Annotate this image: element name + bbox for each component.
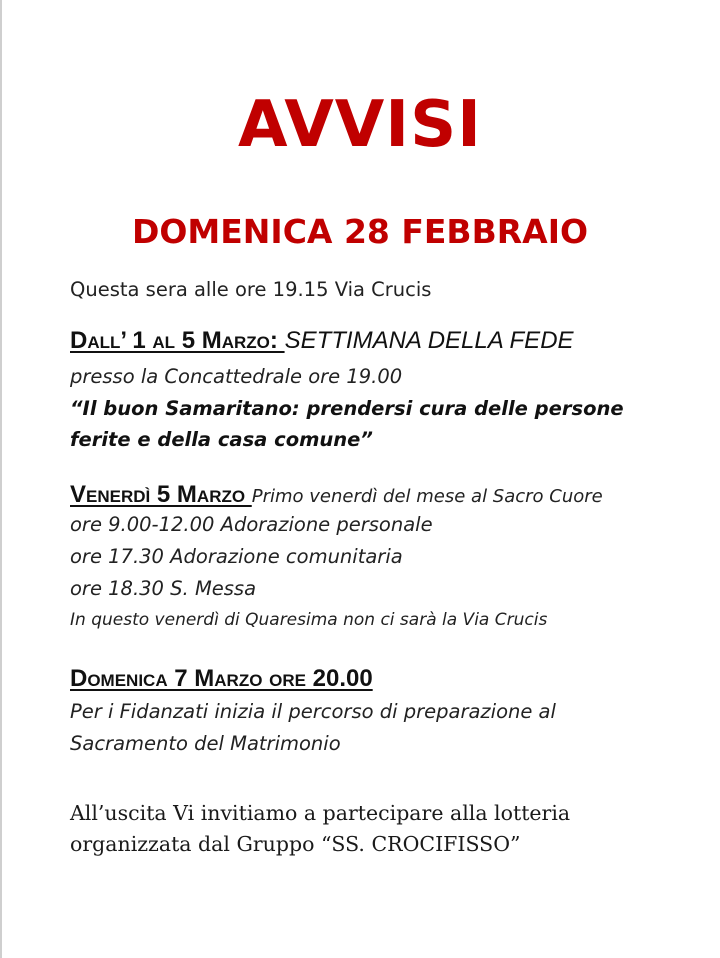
lottery-line2: organizzata dal Gruppo “SS. CROCIFISSO”: [70, 832, 521, 856]
sunday-march7-line2: Sacramento del Matrimonio: [70, 732, 341, 755]
sunday-march7-heading: Domenica 7 Marzo ore 20.00: [70, 665, 373, 692]
friday-heading-line: [70, 481, 603, 509]
week-faith-title: SETTIMANA DELLA FEDE: [284, 327, 574, 354]
page-subtitle: DOMENICA 28 FEBBRAIO: [131, 212, 589, 251]
week-faith-heading: Dall’ 1 al 5 Marzo:: [70, 327, 285, 354]
page-title: AVVISI: [238, 88, 482, 162]
friday-line2: ore 17.30 Adorazione comunitaria: [70, 545, 403, 568]
week-faith-theme-line2: ferite e della casa comune”: [70, 428, 373, 451]
sunday-march7-line1: Per i Fidanzati inizia il percorso di preparazione al: [70, 700, 556, 723]
friday-note: In questo venerdì di Quaresima non ci sarà la Via Crucis: [70, 610, 548, 630]
friday-line1: ore 9.00-12.00 Adorazione personale: [70, 513, 433, 536]
week-faith-theme-line1: “Il buon Samaritano: prendersi cura delle persone: [70, 397, 624, 420]
friday-line3: ore 18.30 S. Messa: [70, 577, 257, 600]
friday-subtitle: Primo venerdì del mese al Sacro Cuore: [251, 486, 603, 507]
lottery-line1: All’uscita Vi invitiamo a partecipare alla lotteria: [70, 801, 571, 825]
friday-heading: Venerdì 5 Marzo: [70, 481, 252, 508]
week-faith-heading-line: [70, 327, 574, 355]
week-faith-location: presso la Concattedrale ore 19.00: [70, 365, 403, 388]
notice-sunday: Questa sera alle ore 19.15 Via Crucis: [70, 278, 432, 301]
